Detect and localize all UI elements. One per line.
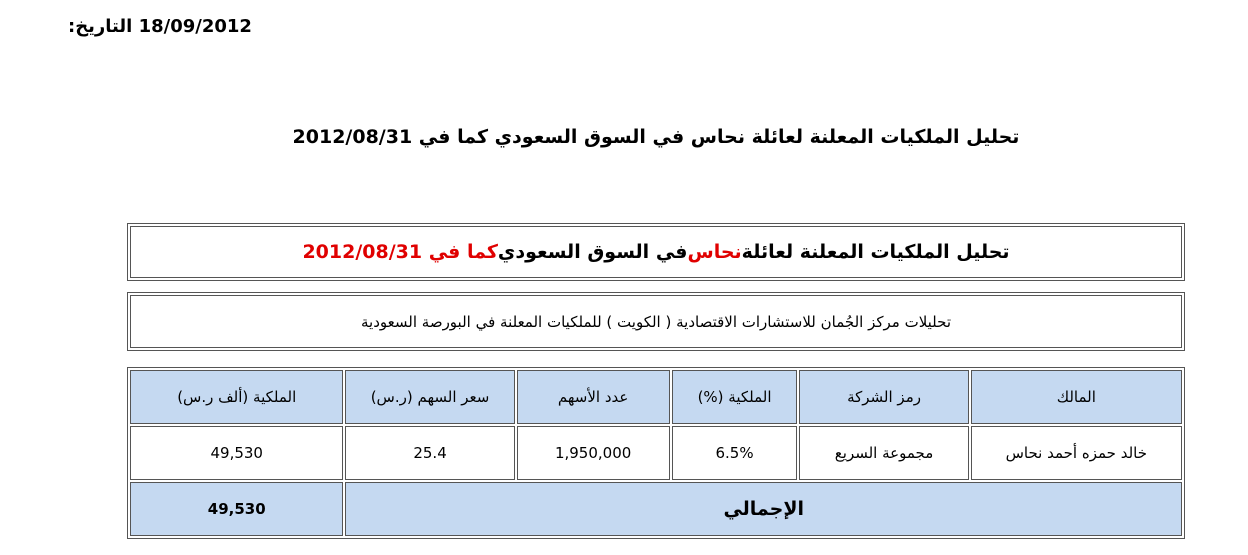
banner-text-part1: تحليل الملكيات المعلنة لعائلة — [741, 241, 1010, 263]
banner-family-name: نحاس — [687, 241, 742, 263]
header-shares: عدد الأسهم — [517, 370, 670, 424]
source-banner — [127, 292, 1185, 351]
header-price: سعر السهم (ر.س) — [345, 370, 514, 424]
title-banner-inner — [130, 226, 1182, 278]
cell-owner: خالد حمزه أحمد نحاس — [971, 426, 1182, 480]
banner-as-of-date: كما في 2012/08/31 — [302, 241, 498, 263]
cell-shares: 1,950,000 — [517, 426, 670, 480]
ownership-table — [127, 367, 1185, 539]
banner-text-part2: في السوق السعودي — [497, 241, 688, 263]
table-total-row — [130, 482, 1182, 536]
total-value: 49,530 — [130, 482, 343, 536]
report-date — [68, 16, 368, 37]
total-label: الإجمالي — [345, 482, 1182, 536]
date-value: 18/09/2012 — [138, 16, 252, 37]
title-banner — [127, 223, 1185, 281]
table-row — [130, 426, 1182, 480]
source-text: تحليلات مركز الجُمان للاستشارات الاقتصادية ( الكويت ) للملكيات المعلنة في البورصة السعودية — [130, 295, 1182, 348]
cell-ownership-pct: 6.5% — [672, 426, 798, 480]
header-owner: المالك — [971, 370, 1182, 424]
header-company: رمز الشركة — [799, 370, 968, 424]
page-title: تحليل الملكيات المعلنة لعائلة نحاس في السوق السعودي كما في 2012/08/31 — [292, 126, 1020, 148]
cell-value: 49,530 — [130, 426, 343, 480]
date-label: التاريخ: — [68, 16, 133, 37]
cell-company: مجموعة السريع — [799, 426, 968, 480]
cell-price: 25.4 — [345, 426, 514, 480]
header-ownership-pct: الملكية (%) — [672, 370, 798, 424]
table-header-row — [130, 370, 1182, 424]
header-value: الملكية (ألف ر.س) — [130, 370, 343, 424]
